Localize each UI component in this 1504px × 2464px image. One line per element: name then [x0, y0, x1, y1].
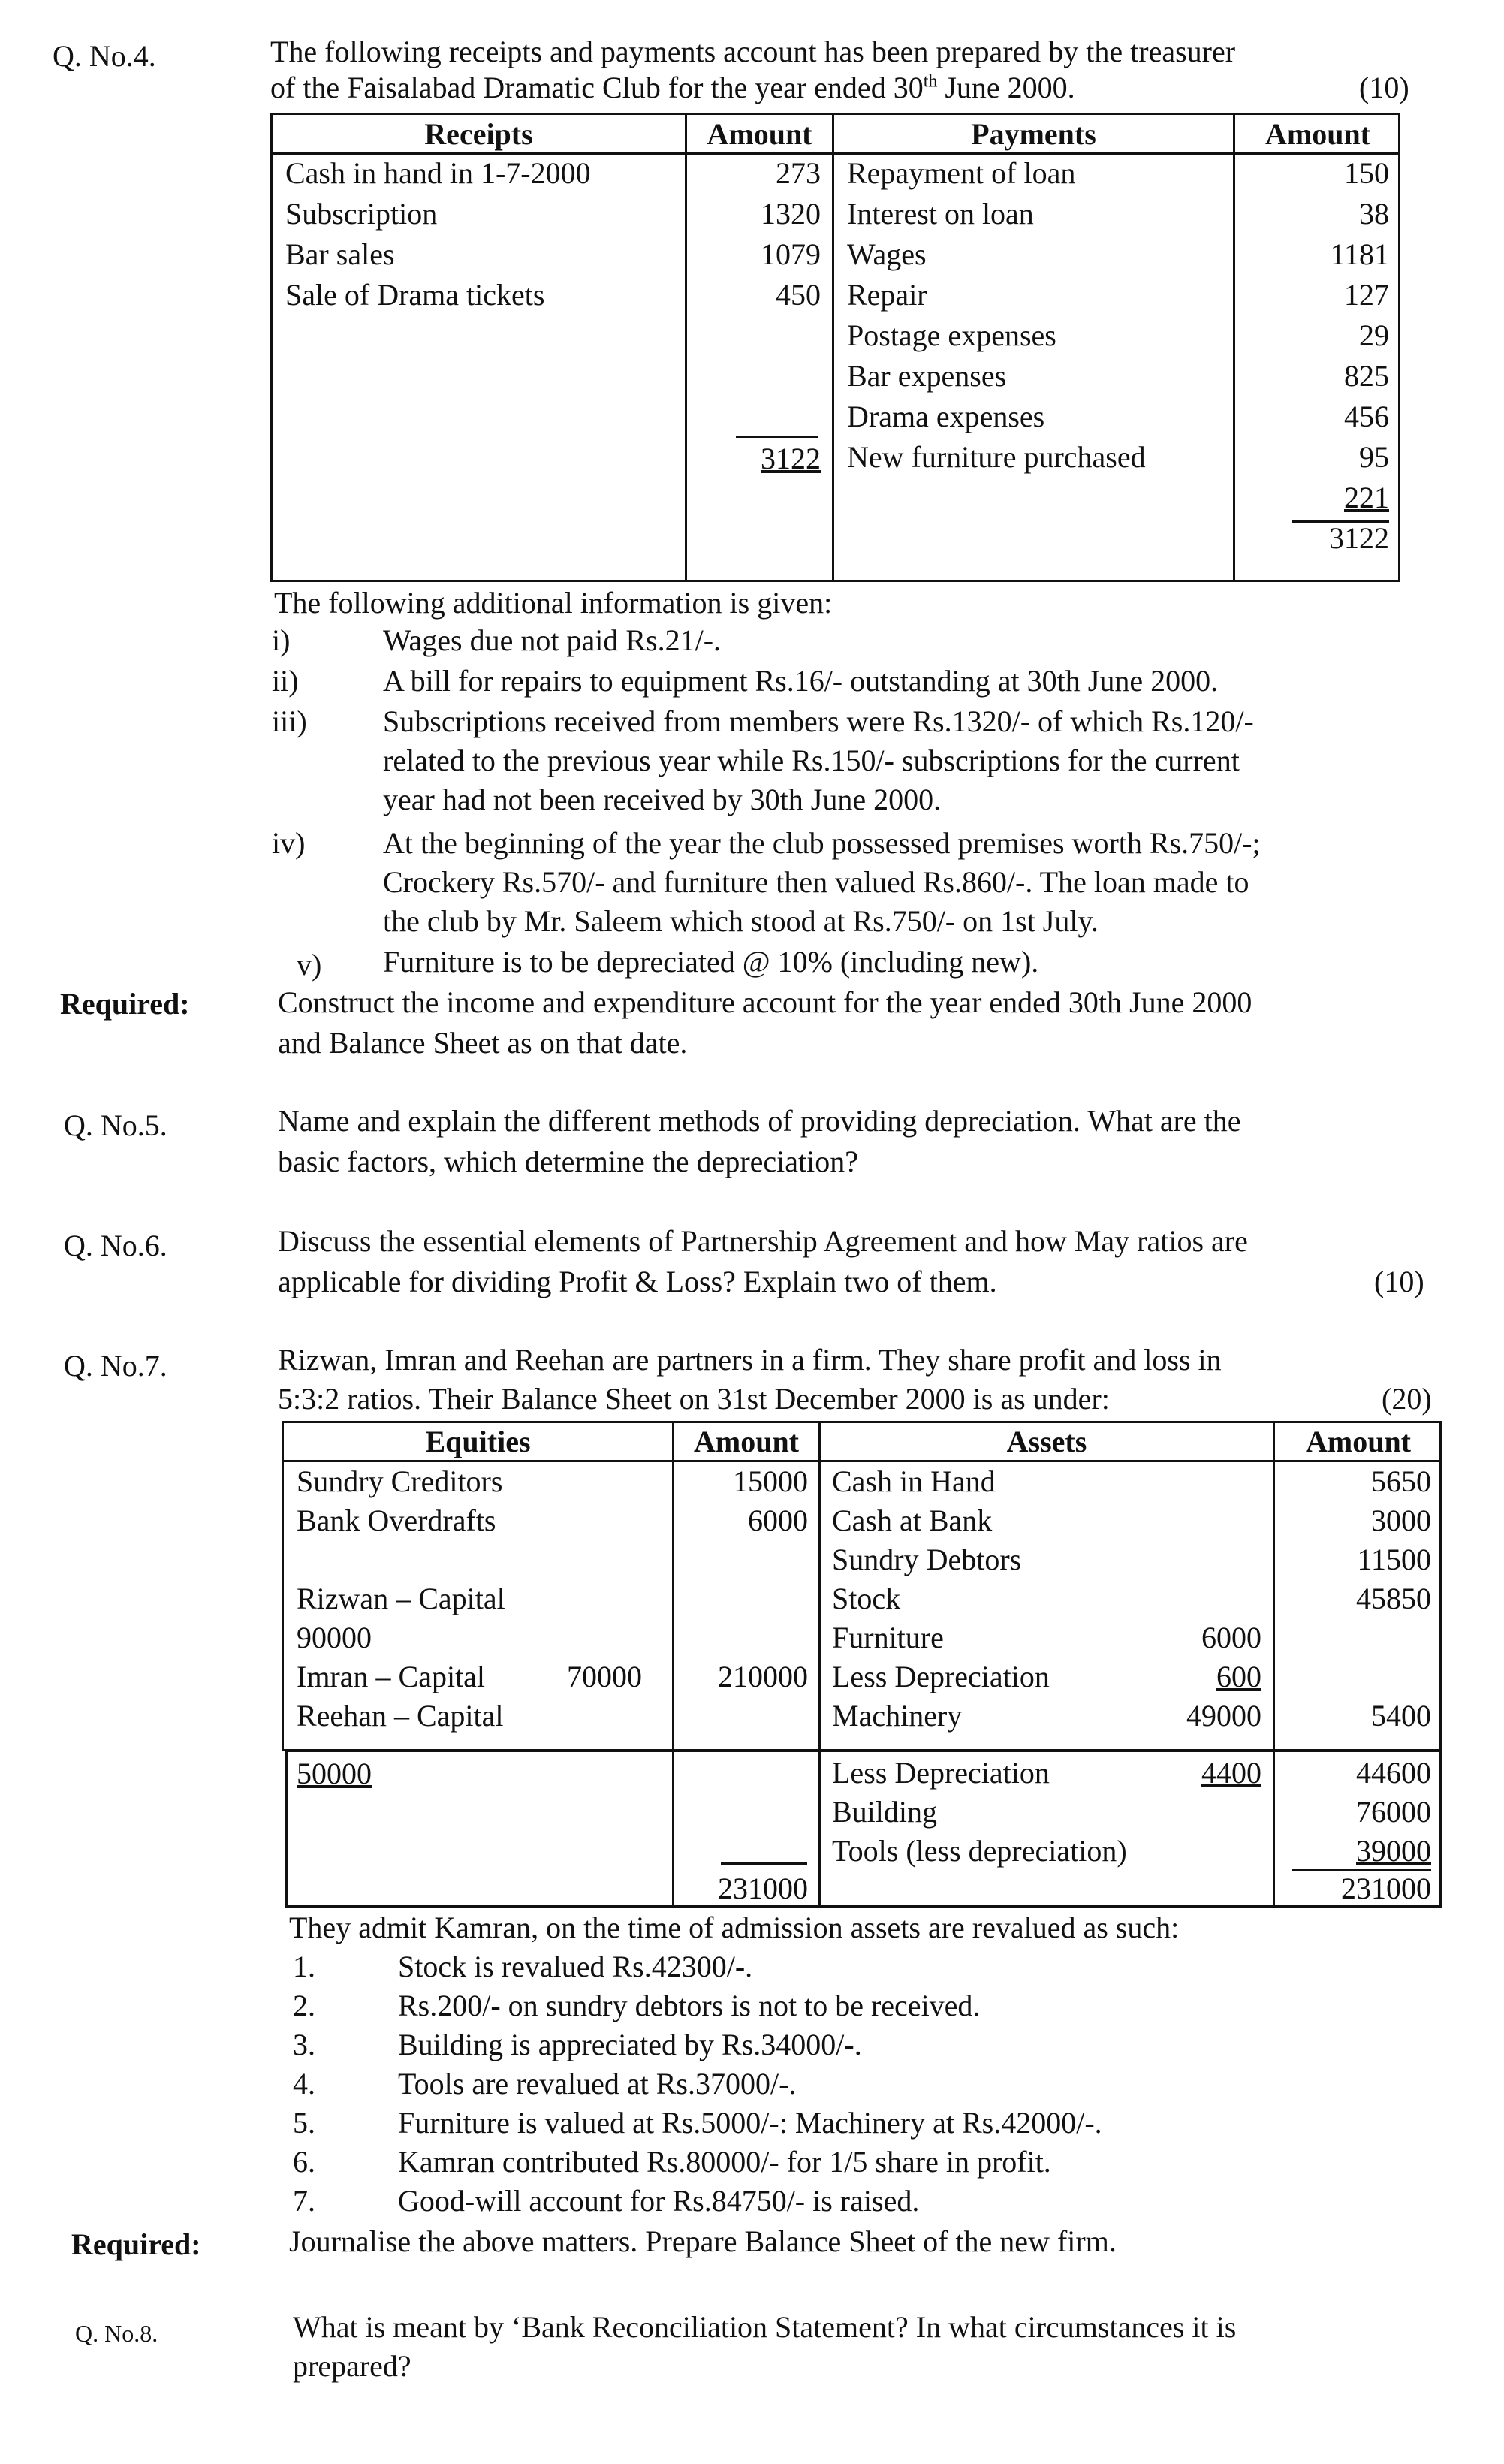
q7-col-divider-2: [818, 1421, 821, 1908]
q7-asset-sub-amount: 600: [1216, 1660, 1261, 1693]
q7-equity-label: 90000: [297, 1621, 372, 1654]
q7-item-text: Kamran contributed Rs.80000/- for 1/5 share in profit.: [398, 2145, 1051, 2179]
q4-payment-label: Wages: [847, 237, 927, 271]
q7-item-num: 4.: [293, 2067, 315, 2101]
q4-receipt-label: Sale of Drama tickets: [285, 278, 545, 312]
q4-payment-amount: 1181: [1330, 237, 1389, 271]
q4-intro-line2-text: of the Faisalabad Dramatic Club for the year ended 30: [270, 71, 924, 104]
q4-header-payments: Payments: [971, 117, 1096, 151]
q7-equity-sub-amount: 70000: [567, 1660, 642, 1693]
q7-item-num: 5.: [293, 2106, 315, 2140]
q7-asset-label: Furniture: [832, 1621, 944, 1654]
q5-line: basic factors, which determine the depreciation?: [278, 1145, 858, 1178]
q7-header-amount-1: Amount: [693, 1425, 800, 1458]
q7-admit-line: They admit Kamran, on the time of admission assets are revalued as such:: [289, 1911, 1180, 1944]
q4-payment-amount: 95: [1359, 440, 1389, 474]
q7-required-label: Required:: [71, 2227, 201, 2261]
q7-item-num: 7.: [293, 2184, 315, 2218]
q7-label: Q. No.7.: [64, 1349, 167, 1383]
q4-payment-amount: 29: [1359, 318, 1389, 352]
q7-asset-label: Sundry Debtors: [832, 1543, 1022, 1576]
q6-line: applicable for dividing Profit & Loss? Explain two of them.: [278, 1265, 997, 1298]
q4-payment-amount: 150: [1344, 156, 1389, 190]
q4-required-line: and Balance Sheet as on that date.: [278, 1026, 688, 1060]
q7-equities-total-rule: [721, 1862, 807, 1865]
q4-required-line: Construct the income and expenditure account for the year ended 30th June 2000: [278, 985, 1252, 1019]
q4-required-label: Required:: [60, 987, 190, 1021]
q7-equity-label: Sundry Creditors: [297, 1464, 503, 1498]
q4-item-text: related to the previous year while Rs.150/- subscriptions for the current: [383, 743, 1240, 777]
q4-receipt-label: Bar sales: [285, 237, 395, 271]
q4-item-num: ii): [272, 664, 299, 698]
q4-item-text: Furniture is to be depreciated @ 10% (including new).: [383, 945, 1039, 979]
q7-asset-label: Machinery: [832, 1699, 963, 1733]
q4-header-amount-1: Amount: [707, 117, 812, 151]
q4-intro-line1: The following receipts and payments account has been prepared by the treasurer: [270, 35, 1236, 68]
q4-item-text: Wages due not paid Rs.21/-.: [383, 623, 722, 657]
q7-header-amount-2: Amount: [1305, 1425, 1412, 1458]
q8-label: Q. No.8.: [75, 2320, 158, 2347]
q7-item-text: Good-will account for Rs.84750/- is raised.: [398, 2184, 920, 2218]
q8-line: What is meant by ‘Bank Reconciliation Statement? In what circumstances it is: [293, 2310, 1237, 2344]
q7-asset-amount: 11500: [1357, 1543, 1431, 1576]
q4-payment-label: Drama expenses: [847, 400, 1045, 433]
q4-header-receipts: Receipts: [424, 117, 533, 151]
q4-intro-line2-post: June 2000.: [937, 71, 1075, 104]
q7-equities-total: 231000: [718, 1871, 808, 1905]
q7-equity-amount: 6000: [748, 1503, 808, 1537]
q4-item-text: the club by Mr. Saleem which stood at Rs.750/- on 1st July.: [383, 904, 1099, 938]
q7-item-text: Tools are revalued at Rs.37000/-.: [398, 2067, 797, 2101]
q7-required-text: Journalise the above matters. Prepare Balance Sheet of the new firm.: [289, 2224, 1117, 2258]
q4-item-text: Crockery Rs.570/- and furniture then valued Rs.860/-. The loan made to: [383, 865, 1249, 899]
q7-item-text: Stock is revalued Rs.42300/-.: [398, 1950, 753, 1983]
q7-header-equities: Equities: [425, 1425, 531, 1458]
q7-asset-amount: 5400: [1371, 1699, 1431, 1733]
q7-header-assets: Assets: [1006, 1425, 1087, 1458]
q4-col-divider-2: [832, 113, 834, 582]
q8-line: prepared?: [293, 2349, 411, 2383]
q6-label: Q. No.6.: [64, 1229, 167, 1262]
q4-receipt-amount: 450: [776, 278, 821, 312]
q7-asset-sub-amount: 6000: [1201, 1621, 1261, 1654]
q7-asset-label: Stock: [832, 1582, 901, 1615]
q4-payment-label: Interest on loan: [847, 197, 1034, 231]
q4-item-text: A bill for repairs to equipment Rs.16/- outstanding at 30th June 2000.: [383, 664, 1219, 698]
q7-asset-amount: 44600: [1356, 1756, 1431, 1790]
q7-item-num: 6.: [293, 2145, 315, 2179]
q4-payments-extra: 221: [1344, 481, 1389, 514]
q7-equity-label: Imran – Capital: [297, 1660, 486, 1693]
q5-line: Name and explain the different methods of providing depreciation. What are the: [278, 1104, 1241, 1138]
q7-asset-sub-amount: 4400: [1201, 1756, 1261, 1790]
q4-item-text: Subscriptions received from members were Rs.1320/- of which Rs.120/-: [383, 704, 1254, 738]
q7-equity-amount: 15000: [733, 1464, 808, 1498]
q7-marks: (20): [1382, 1382, 1432, 1416]
q4-payment-amount: 127: [1344, 278, 1389, 312]
q4-receipt-amount: 1320: [761, 197, 821, 231]
q7-item-num: 1.: [293, 1950, 315, 1983]
q4-receipt-label: Subscription: [285, 197, 438, 231]
q7-asset-sub-amount: 49000: [1186, 1699, 1261, 1733]
q4-receipts-total-rule: [736, 436, 818, 438]
q7-asset-label: Cash at Bank: [832, 1503, 993, 1537]
q4-additional-heading: The following additional information is given:: [274, 586, 833, 620]
q4-payment-amount: 456: [1344, 400, 1389, 433]
q4-marks: (10): [1359, 71, 1409, 104]
q7-equity-amount: 210000: [718, 1660, 808, 1693]
q4-receipts-total: 3122: [761, 442, 821, 475]
q7-assets-total: 231000: [1341, 1871, 1431, 1905]
q4-intro-line2: [270, 68, 1075, 108]
q5-label: Q. No.5.: [64, 1108, 167, 1142]
q6-line: Discuss the essential elements of Partnership Agreement and how May ratios are: [278, 1224, 1248, 1258]
q7-equity-label: Reehan – Capital: [297, 1699, 504, 1733]
q7-asset-amount: 76000: [1356, 1795, 1431, 1829]
q7-asset-label: Building: [832, 1795, 938, 1829]
q7-asset-amount: 45850: [1356, 1582, 1431, 1615]
q4-payment-label: Repayment of loan: [847, 156, 1076, 190]
q7-item-text: Furniture is valued at Rs.5000/-: Machinery at Rs.42000/-.: [398, 2106, 1102, 2140]
q7-asset-label: Less Depreciation: [832, 1756, 1050, 1790]
q4-payment-amount: 38: [1359, 197, 1389, 231]
q4-payment-label: Repair: [847, 278, 927, 312]
q7-intro-line1: Rizwan, Imran and Reehan are partners in a firm. They share profit and loss in: [278, 1343, 1222, 1377]
q4-item-num: i): [272, 623, 291, 657]
q4-payments-total: 3122: [1329, 521, 1389, 555]
q4-payment-label: Bar expenses: [847, 359, 1007, 393]
q4-item-num: iii): [272, 704, 307, 738]
q7-item-text: Rs.200/- on sundry debtors is not to be received.: [398, 1989, 981, 2022]
q7-item-text: Building is appreciated by Rs.34000/-.: [398, 2028, 862, 2061]
q7-item-num: 2.: [293, 1989, 315, 2022]
q7-asset-label: Less Depreciation: [832, 1660, 1050, 1693]
q4-payment-amount: 825: [1344, 359, 1389, 393]
q4-item-num: v): [297, 948, 322, 982]
q7-item-num: 3.: [293, 2028, 315, 2061]
q6-marks: (10): [1374, 1265, 1424, 1298]
q4-receipt-amount: 1079: [761, 237, 821, 271]
q7-intro-line2: 5:3:2 ratios. Their Balance Sheet on 31st December 2000 is as under:: [278, 1382, 1110, 1416]
q4-payment-label: New furniture purchased: [847, 440, 1146, 474]
q4-header-amount-2: Amount: [1264, 117, 1371, 151]
q7-equity-label: Rizwan – Capital: [297, 1582, 505, 1615]
q7-asset-amount: 3000: [1371, 1503, 1431, 1537]
q4-label: Q. No.4.: [53, 39, 156, 73]
q7-equity-label: Bank Overdrafts: [297, 1503, 496, 1537]
q4-receipt-amount: 273: [776, 156, 821, 190]
q4-item-text: year had not been received by 30th June 2000.: [383, 783, 942, 816]
q4-receipt-label: Cash in hand in 1-7-2000: [285, 156, 591, 190]
q7-asset-amount: 5650: [1371, 1464, 1431, 1498]
q7-asset-label: Tools (less depreciation): [832, 1834, 1127, 1868]
q7-equity-label: 50000: [297, 1757, 372, 1790]
q4-intro-line2-sup: th: [923, 71, 938, 92]
q4-payment-label: Postage expenses: [847, 318, 1056, 352]
q4-item-num: iv): [272, 826, 306, 860]
q4-item-text: At the beginning of the year the club possessed premises worth Rs.750/-;: [383, 826, 1261, 860]
q7-asset-amount: 39000: [1356, 1834, 1431, 1868]
q7-asset-label: Cash in Hand: [832, 1464, 996, 1498]
